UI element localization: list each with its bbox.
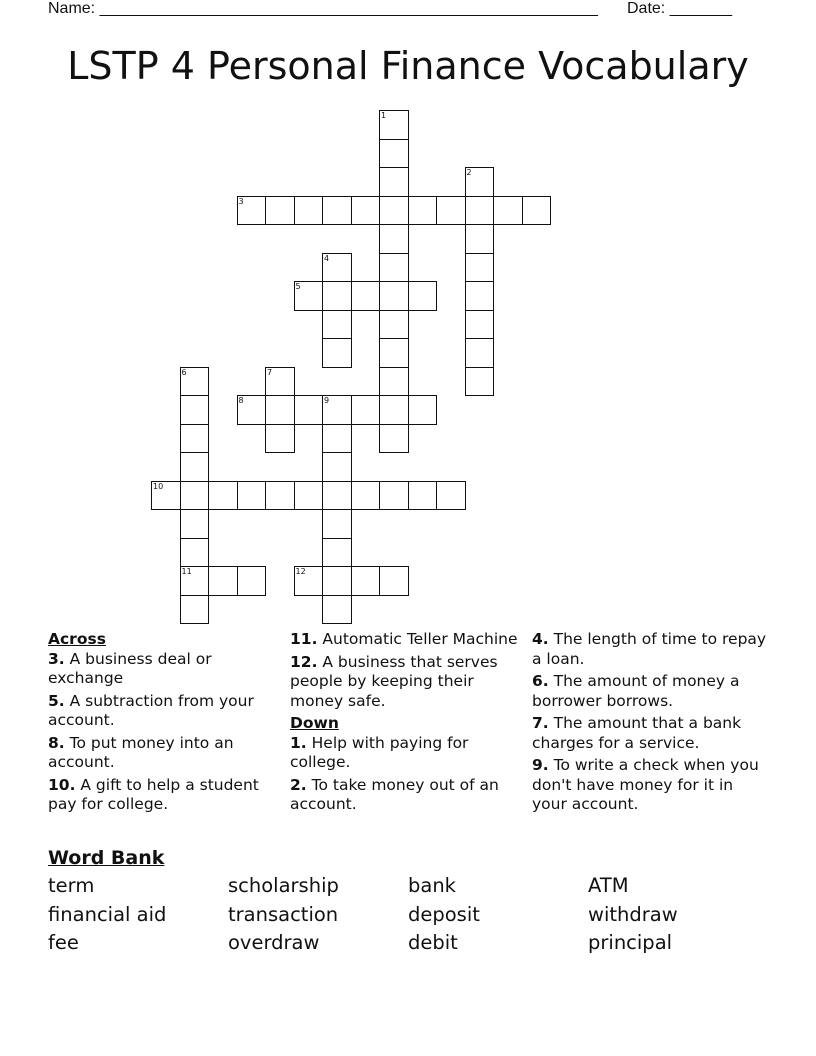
crossword-cell[interactable] (379, 310, 409, 340)
clue-column-3 (532, 630, 772, 818)
crossword-cell[interactable] (465, 224, 495, 254)
crossword-cell[interactable] (322, 595, 352, 625)
cell-number: 4 (324, 253, 330, 263)
crossword-cell[interactable] (465, 338, 495, 368)
crossword-cell[interactable] (379, 139, 409, 169)
crossword-cell[interactable] (322, 424, 352, 454)
cell-number: 12 (295, 567, 306, 576)
crossword-cell[interactable] (294, 395, 324, 425)
crossword-cell[interactable] (379, 253, 409, 283)
word-bank-item: withdraw (588, 903, 678, 926)
crossword-cell[interactable] (379, 566, 409, 596)
crossword-cell[interactable] (522, 196, 552, 226)
crossword-cell[interactable] (379, 395, 409, 425)
crossword-cell[interactable] (465, 196, 495, 226)
crossword-cell[interactable] (180, 424, 210, 454)
crossword-cell[interactable] (436, 196, 466, 226)
clue-down-6: 6. The amount of money a borrower borrows. (532, 672, 740, 710)
crossword-cell[interactable] (408, 196, 438, 226)
crossword-cell[interactable] (322, 481, 352, 511)
date-field-label: Date: _______ (627, 0, 732, 17)
crossword-cell[interactable] (237, 481, 267, 511)
clue-column-2 (290, 630, 520, 818)
crossword-cell[interactable] (180, 452, 210, 482)
clue-across-3: 3. A business deal or exchange (48, 649, 212, 687)
crossword-cell[interactable] (208, 566, 238, 596)
crossword-cell[interactable] (379, 481, 409, 511)
cell-number: 8 (238, 396, 244, 405)
cell-number: 6 (181, 367, 187, 377)
crossword-cell[interactable] (351, 281, 381, 311)
crossword-cell[interactable] (265, 196, 295, 226)
crossword-cell[interactable] (465, 310, 495, 340)
word-bank-item: fee (48, 931, 79, 954)
clue-down-9: 9. To write a check when you don't have money for it in your account. (532, 756, 759, 813)
word-bank-item: overdraw (228, 931, 320, 954)
crossword-cell[interactable] (465, 367, 495, 397)
down-heading: Down (290, 714, 339, 732)
crossword-cell[interactable] (322, 509, 352, 539)
cell-number: 9 (324, 396, 330, 405)
crossword-cell[interactable] (322, 538, 352, 568)
crossword-cell[interactable] (351, 196, 381, 226)
crossword-cell[interactable] (322, 452, 352, 482)
crossword-cell[interactable] (379, 167, 409, 197)
crossword-cell[interactable] (265, 395, 295, 425)
crossword-cell[interactable] (180, 509, 210, 539)
word-bank-item: ATM (588, 874, 629, 897)
crossword-cell[interactable] (180, 395, 210, 425)
clue-down-4: 4. The length of time to repay a loan. (532, 630, 767, 668)
crossword-cell[interactable] (322, 566, 352, 596)
word-bank-item: debit (408, 931, 458, 954)
crossword-cell[interactable] (265, 481, 295, 511)
cell-number: 2 (466, 168, 472, 177)
cell-number: 7 (267, 367, 273, 377)
cell-number: 11 (181, 567, 192, 576)
word-bank-item: transaction (228, 903, 339, 926)
word-bank-item: financial aid (48, 903, 167, 926)
clue-down-2: 2. To take money out of an account. (290, 775, 499, 813)
crossword-cell[interactable] (294, 481, 324, 511)
crossword-cell[interactable] (379, 338, 409, 368)
crossword-cell[interactable] (465, 253, 495, 283)
cell-number: 10 (153, 481, 164, 491)
clue-across-10: 10. A gift to help a student pay for college. (48, 775, 259, 813)
clue-across-12: 12. A business that serves people by keeping their money safe. (290, 652, 498, 710)
word-bank-item: deposit (408, 903, 480, 926)
word-bank-item: bank (408, 874, 456, 897)
crossword-cell[interactable] (408, 481, 438, 511)
crossword-cell[interactable] (322, 338, 352, 368)
crossword-cell[interactable] (265, 424, 295, 454)
crossword-cell[interactable] (408, 281, 438, 311)
cell-number: 1 (381, 111, 387, 120)
crossword-cell[interactable] (436, 481, 466, 511)
across-heading: Across (48, 630, 106, 648)
cell-number: 5 (295, 282, 301, 291)
crossword-cell[interactable] (351, 566, 381, 596)
crossword-cell[interactable] (180, 595, 210, 625)
crossword-cell[interactable] (322, 310, 352, 340)
crossword-cell[interactable] (379, 367, 409, 397)
clue-down-7: 7. The amount that a bank charges for a service. (532, 714, 742, 752)
crossword-cell[interactable] (180, 538, 210, 568)
crossword-cell[interactable] (379, 224, 409, 254)
crossword-cell[interactable] (208, 481, 238, 511)
crossword-cell[interactable] (237, 566, 267, 596)
crossword-cell[interactable] (379, 196, 409, 226)
crossword-cell[interactable] (351, 395, 381, 425)
crossword-cell[interactable] (351, 481, 381, 511)
crossword-cell[interactable] (294, 196, 324, 226)
word-bank-item: term (48, 874, 95, 897)
crossword-cell[interactable] (322, 281, 352, 311)
word-bank-title: Word Bank (48, 847, 165, 869)
crossword-cell[interactable] (180, 481, 210, 511)
clue-column-1 (48, 630, 278, 818)
cell-number: 3 (238, 196, 244, 206)
clue-down-1: 1. Help with paying for college. (290, 733, 469, 771)
clue-across-11: 11. Automatic Teller Machine (290, 630, 518, 648)
clue-across-8: 8. To put money into an account. (48, 733, 234, 771)
page-title: LSTP 4 Personal Finance Vocabulary (67, 44, 749, 88)
crossword-cell[interactable] (493, 196, 523, 226)
word-bank-item: scholarship (228, 874, 339, 897)
crossword-cell[interactable] (408, 395, 438, 425)
crossword-cell[interactable] (379, 424, 409, 454)
crossword-cell[interactable] (465, 281, 495, 311)
crossword-cell[interactable] (379, 281, 409, 311)
crossword-cell[interactable] (322, 196, 352, 226)
clue-across-5: 5. A subtraction from your account. (48, 691, 254, 729)
word-bank-item: principal (588, 931, 673, 954)
name-field-label: Name: ________________________________________________________ (48, 0, 598, 17)
